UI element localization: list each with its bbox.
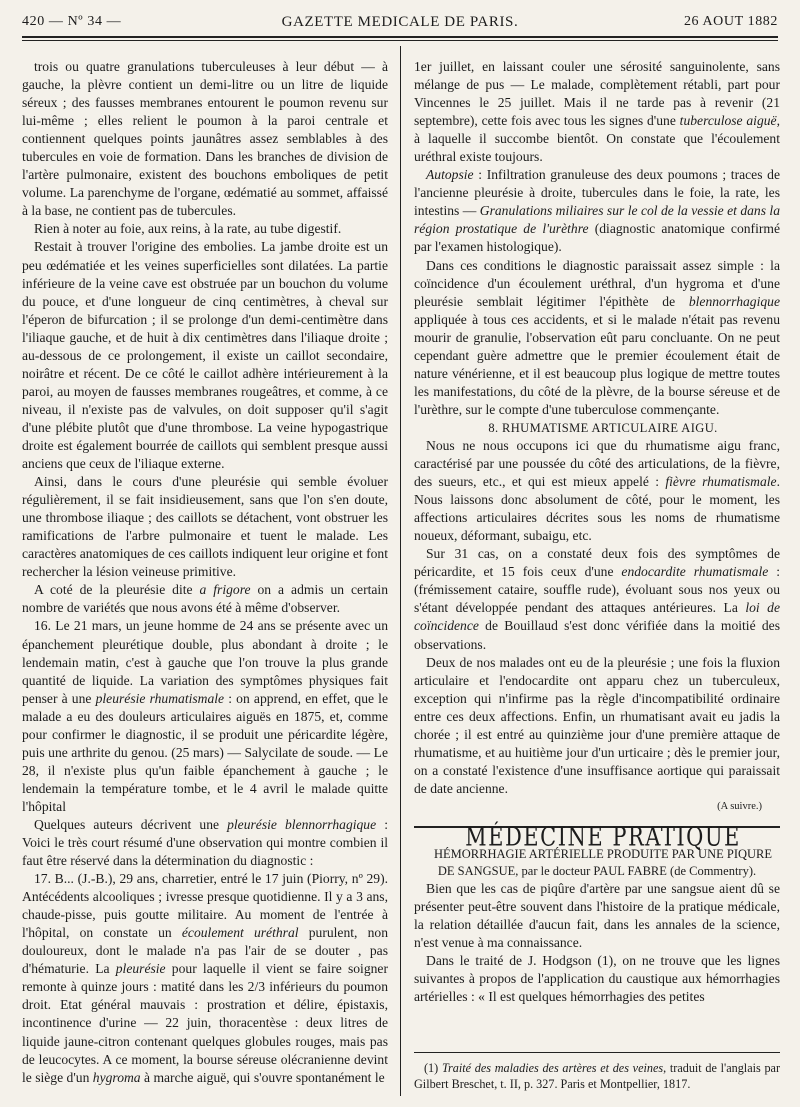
footnote-rule (414, 1052, 780, 1053)
left-column (22, 58, 388, 1087)
paragraph: trois ou quatre granulations tuberculeuses à leur début — à gauche, la plèvre contient un demi-litre ou un litre de liquide séreux ; des fausses membranes entourent le poumon revenu sur lui-même ; elles relient le poumon à la paroi centrale et contiennent quelques points jaunâtres assez semblables à des tubercules en voie de formation. Dans les branches de division de l'artère pulmonaire, existent des bouchons emboliques de petit volume. La parenchyme de l'organe, œdématié au sommet, affaissé à la base, ne contient pas de tubercules. (22, 59, 388, 219)
header-rule-thin (22, 40, 778, 41)
paragraph: Autopsie : Infiltration granuleuse des deux poumons ; traces de l'ancienne pleurésie à droite, tubercules dans le foie, la rate, les intestins — Granulations miliaires sur le col de la vessie et dans la région prostatique de l'urèthre (diagnostic anatomique confirmé par l'examen histologique). (414, 167, 780, 255)
paragraph: Quelques auteurs décrivent une pleurésie blennorrhagique : Voici le très court résumé d'une observation qui montre combien il faut être réservé dans la détermination du diagnostic : (22, 816, 388, 869)
paragraph: Ainsi, dans le cours d'une pleurésie qui semble évoluer régulièrement, il se fait insidieusement, sans que l'on s'en doute, une thrombose iliaque ; des caillots se détachent, vont obstruer les ramifications de l'arbre pulmonaire et tuent le malade. Les caractères anatomiques de ces caillots indiquent leur origine et font rechercher la lésion veineuse primitive. (22, 474, 388, 580)
section-heading: 8. RHUMATISME ARTICULAIRE AIGU. (488, 420, 718, 435)
journal-title: GAZETTE MEDICALE DE PARIS. (281, 14, 519, 30)
paragraph: A coté de la pleurésie dite a frigore on a admis un certain nombre de variétés que nous avons été à même d'observer. (22, 582, 388, 616)
footnote (414, 1060, 780, 1092)
paragraph: 1er juillet, en laissant couler une sérosité sanguinolente, sans mélange de pus — Le malade, complètement rétabli, part pour Vincennes le 25 juillet. Mais il ne tarde pas à revenir (21 septembre), cette fois avec tous les signes d'une tuberculose aiguë, à laquelle il succombe bientôt. On constate que l'écoulement uréthral existe toujours. (414, 59, 780, 165)
footnote-text: (1) Traité des maladies des artères et des veines, traduit de l'anglais par Gilbert Breschet, t. II, p. 327. Paris et Montpellier, 1817. (414, 1061, 781, 1091)
paragraph: Restait à trouver l'origine des embolies. La jambe droite est un peu œdématiée et les veines superficielles sont dilatées. La partie inférieure de la veine cave est obstruée par un bouchon du volume du pouce, et d'une longueur de cinq centimètres, à cheval sur l'éperon de bifurcation ; il se prolonge d'un demi-centimètre dans l'iliaque gauche, et de huit à dix centimètres dans l'iliaque droite ; au-dessous de ce prolongement, il existe un caillot secondaire, noirâtre et récent. De ce côté le caillot adhère intérieurement à la paroi, au moyen de fausses membranes rougeâtres, et comme, à ce niveau, il n'existe pas de valvules, on doit supposer qu'il s'agit d'une plébite plutôt que d'une thrombose. La veine hypogastrique droite est également bourrée de caillots qui semblent presque aussi anciens que ceux de l'iliaque externe. (22, 239, 388, 472)
paragraph: Sur 31 cas, on a constaté deux fois des symptômes de péricardite, et 15 fois ceux d'une endocardite rhumatismale : (frémissement cataire, souffle rude), évoluant sous nos yeux ou s'étant développée pendant des attaques antérieures. La loi de coïncidence de Bouillaud s'est donc vérifiée dans la moitié des observations. (414, 546, 780, 652)
issue-date: 26 AOUT 1882 (683, 14, 778, 29)
paragraph: Nous ne nous occupons ici que du rhumatisme aigu franc, caractérisé par une poussée du côté des articulations, de la fièvre, des sueurs, etc., et qui est mieux appelé : fièvre rhumatismale. Nous laissons donc absolument de côté, pour le moment, les affections articulaires décrites sous les noms de rhumatisme noueux, déformant, subaigu, etc. (414, 437, 781, 544)
column-divider (400, 46, 401, 1096)
paragraph: 16. Le 21 mars, un jeune homme de 24 ans se présente avec un épanchement pleurétique double, plus abondant à droite ; le lendemain matin, c'est à gauche que l'on trouve la plus grande quantité de liquide. La variation des symptômes physiques fait penser à une pleurésie rhumatismale : on apprend, en effet, que le malade a eu des douleurs articulaires aiguës en 1875, et, comme pour confirmer le diagnostic, il se produit une péricardite légère, puis une arthrite du genou. (25 mars) — Salycilate de soude. — Le 28, il n'existe plus qu'un faible épanchement à gauche ; le lendemain la température tombe, et le 4 avril le malade quitte l'hôpital (22, 618, 388, 814)
article-heading: HÉMORRHAGIE ARTÉRIELLE PRODUITE PAR UNE PIQURE DE SANGSUE, par le docteur PAUL FABRE (de Commentry). (433, 847, 773, 879)
paragraph: 17. B... (J.-B.), 29 ans, charretier, entré le 17 juin (Piorry, nº 29). Antécédents alcooliques ; ivresse presque quotidienne. Il y a 3 ans, chaude-pisse, puis goutte militaire. Au moment de l'entrée à l'hôpital, on constate un écoulement uréthral purulent, non douloureux, dont le malade n'a pas l'air de se douter , pas d'hématurie. La pleurésie pour laquelle il vient se faire soigner remonte à quinze jours : matité dans les 2/3 inférieurs du poumon droit. Etat général mauvais : prostration et délire, épistaxis, incontinence d'urine — 22 juin, thoracentèse : deux litres de liquide jaune-citron contenant quelques globules rouges, mais pas de leucocytes. A ce moment, la bourse séreuse olécranienne devint le siège d'un hygroma à marche aiguë, qui s'ouvre spontanément le (22, 871, 389, 1085)
paragraph: Bien que les cas de piqûre d'artère par une sangsue aient dû se présenter peut-être souvent dans l'histoire de la pratique médicale, la relation détaillée d'aucun fait, dans les annales de la science, n'est venue à ma connaissance. (414, 881, 780, 951)
section-banner-title: MÉDECINE PRATIQUE (465, 821, 741, 852)
paragraph: Dans ces conditions le diagnostic paraissait assez simple : la coïncidence d'un écoulement uréthral, d'un hygroma et d'une pleurésie semblait légitimer l'épithète de blennorrhagique appliquée à tous ces accidents, et si le malade n'était pas revenu mourir de granulie, l'observation eût paru concluante. On ne peut cependant guère admettre que le premier écoulement était de nature vénérienne, et il est beaucoup plus logique de mettre toutes les manifestations, du côté de la plèvre, de la bourse séreuse et de l'urèthre, sur le compte d'une tuberculose commençante. (414, 257, 780, 417)
paragraph: Rien à noter au foie, aux reins, à la rate, au tube digestif. (34, 221, 342, 237)
paragraph: Dans le traité de J. Hodgson (1), on ne trouve que les lignes suivantes à propos de l'application du caustique aux hémorrhagies artérielles : « Il est quelques hémorrhagies des petites (414, 953, 780, 1005)
header-rule (22, 36, 778, 38)
page-number: 420 — Nº 34 — (22, 14, 122, 29)
paragraph: Deux de nos malades ont eu de la pleurésie ; une fois la fluxion articulaire et l'endocardite ont apparu chez un tuberculeux, exception qui n'infirme pas la règle d'incompatibilité ordinaire entre ces deux affections. Enfin, un rhumatisant avait eu jadis la chorée ; il est entré au quinzième jour d'une première attaque de rhumatisme, et au huitième jour d'un urticaire ; dès le premier jour, on a constaté l'existence d'une insuffisance aortique qui paraissait de date ancienne. (414, 654, 780, 796)
continuation-note: (A suivre.) (717, 800, 762, 812)
right-column (414, 58, 780, 1006)
page-header (22, 14, 778, 36)
